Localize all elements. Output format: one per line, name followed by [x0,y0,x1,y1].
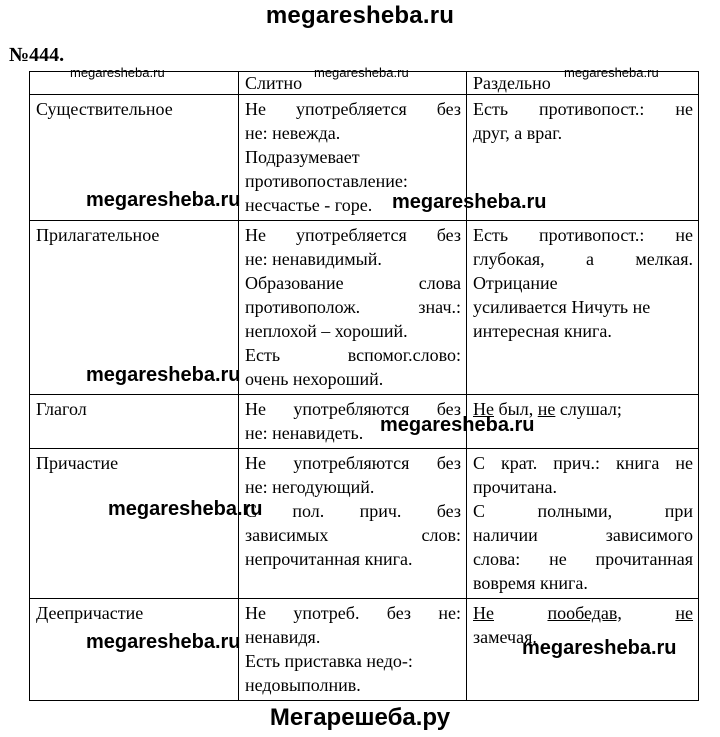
watermark: megaresheba.ru [86,631,241,653]
cell-line: Не употребляются без [245,399,461,419]
together-cell [239,95,467,221]
cell-line: С пол. прич. без [245,501,461,521]
table-row-verb [30,395,699,449]
watermark: megaresheba.ru [86,364,241,386]
cell-line: Есть противопост.: не [473,99,693,119]
cell-line: друг, а враг. [473,123,563,143]
cell-line: недовыполнив. [245,675,361,695]
part-of-speech-cell: Прилагательное [30,221,239,395]
part-of-speech-cell: Глагол [30,395,239,449]
watermark: megaresheba.ru [86,189,241,211]
separate-cell [467,599,699,701]
together-cell [239,395,467,449]
cell-line: не: ненавидеть. [245,423,364,443]
plain-word: слушал; [559,399,622,419]
watermark-small: megaresheba.ru [564,65,659,80]
cell-line [473,601,693,625]
table-row-participle [30,449,699,599]
cell-line: Образование слова [245,273,461,293]
part-of-speech-cell: Причастие [30,449,239,599]
cell-line: С крат. прич.: книга не [473,453,693,473]
cell-line: наличии зависимого [473,525,693,545]
cell-line: не: невежда. [245,123,341,143]
underlined-word: пообедав, [547,603,622,623]
cell-line: С полными, при [473,501,693,521]
cell-line: несчастье - горе. [245,195,373,215]
site-footer: Мегарешеба.ру [269,704,451,731]
cell-line: Подразумевает [245,147,360,167]
cell-line: Есть противопост.: не [473,225,693,245]
part-of-speech-cell: Деепричастие [30,599,239,701]
cell-line: слова: не прочитанная [473,549,693,569]
cell-line: не: ненавидимый. [245,249,382,269]
watermark-small: megaresheba.ru [314,65,409,80]
table-row-noun [30,95,699,221]
underlined-word: не [537,399,556,419]
separate-cell [467,395,699,449]
cell-line: усиливается Ничуть не [473,297,651,317]
column-header-together: Слитно [239,72,467,95]
cell-line: Не употребляются без [245,453,461,473]
cell-line: Не употребляется без [245,225,461,245]
cell-line: Отрицание [473,273,558,293]
underlined-word: не [675,603,694,623]
cell-line [473,397,693,421]
spelling-table [29,71,699,701]
cell-line: Не употреб. без не: [245,603,461,623]
cell-line: Есть вспомог.слово: [245,345,461,365]
watermark-small: megaresheba.ru [70,65,165,80]
cell-line: замечая. [473,627,537,647]
column-header-separate: Раздельно [467,72,699,95]
separate-cell [467,221,699,395]
part-of-speech-cell: Существительное [30,95,239,221]
cell-line: не: негодующий. [245,477,375,497]
cell-line: ненавидя. [245,627,321,647]
watermark: megaresheba.ru [522,637,677,659]
table-row-gerund [30,599,699,701]
cell-line: глубокая, а мелкая. [473,249,693,269]
separate-cell [467,449,699,599]
table-row-adjective [30,221,699,395]
underlined-word: Не [473,603,494,623]
plain-word: был, [498,399,534,419]
together-cell [239,449,467,599]
together-cell [239,221,467,395]
watermark: megaresheba.ru [392,191,547,213]
cell-line: непрочитанная книга. [245,549,413,569]
cell-line: Не употребляется без [245,99,461,119]
cell-line: вовремя книга. [473,573,588,593]
cell-line: очень нехороший. [245,369,384,389]
watermark: megaresheba.ru [108,498,263,520]
site-header: megaresheba.ru [265,2,455,29]
cell-line: прочитана. [473,477,558,497]
separate-cell [467,95,699,221]
together-cell [239,599,467,701]
table-header-row [30,72,699,95]
cell-line: противополож. знач.: [245,297,461,317]
cell-line: зависимых слов: [245,525,461,545]
column-header-part [30,72,239,95]
cell-line: Есть приставка недо-: [245,651,413,671]
cell-line: интересная книга. [473,321,612,341]
cell-line: противопоставление: [245,171,408,191]
watermark: megaresheba.ru [380,414,535,436]
cell-line: неплохой – хороший. [245,321,408,341]
task-number: №444. [9,44,65,66]
underlined-word: Не [473,399,494,419]
